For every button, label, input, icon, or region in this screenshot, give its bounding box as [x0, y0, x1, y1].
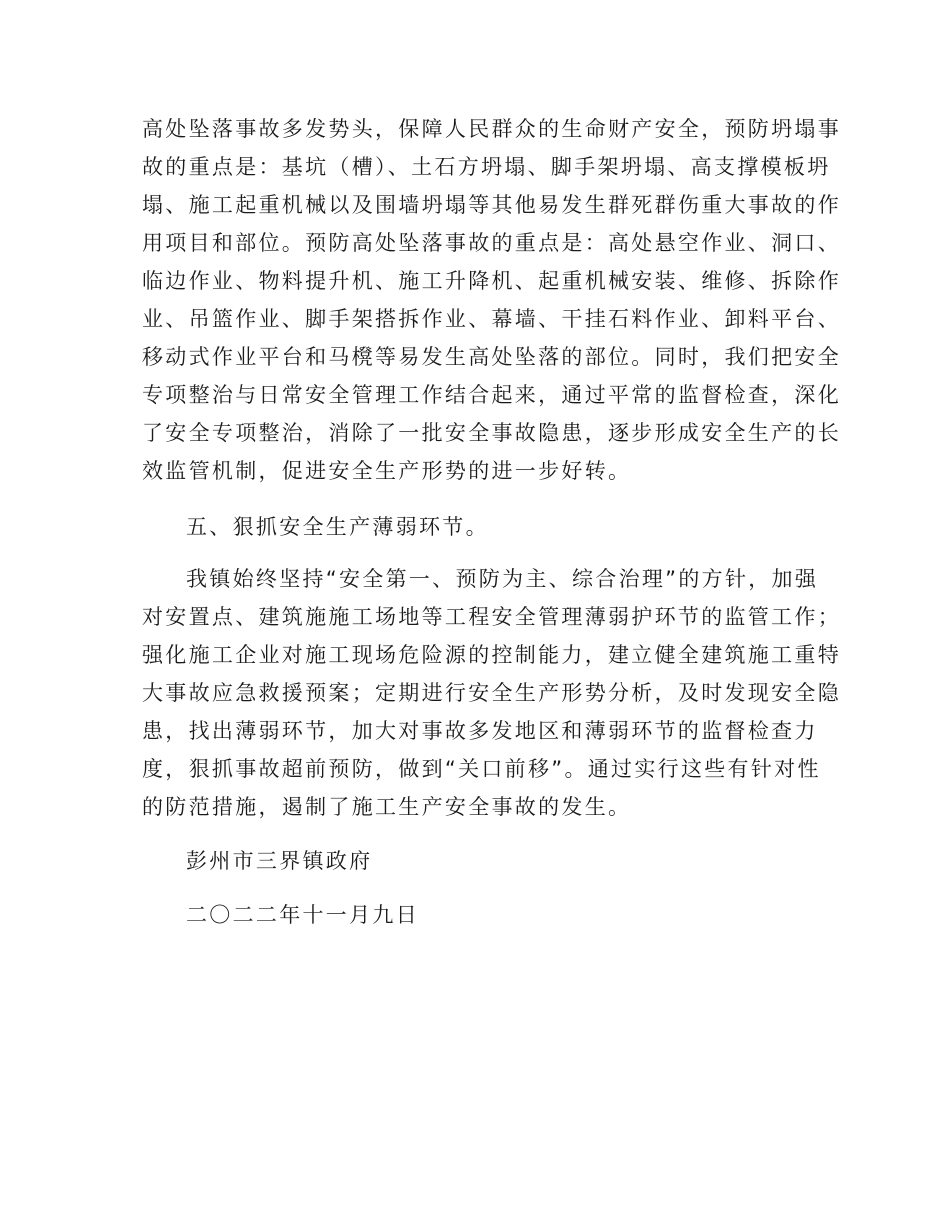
paragraph-line: 临边作业、物料提升机、施工升降机、起重机械安装、维修、拆除作 [142, 269, 841, 293]
paragraph-line: 业、吊篮作业、脚手架搭拆作业、幕墙、干挂石料作业、卸料平台、 [142, 307, 841, 331]
signature: 彭州市三界镇政府 [186, 849, 373, 873]
paragraph-line: 高处坠落事故多发势头，保障人民群众的生命财产安全，预防坍塌事 [142, 117, 841, 141]
paragraph-line: 患，找出薄弱环节，加大对事故多发地区和薄弱环节的监督检查力 [142, 719, 818, 743]
date: 二〇二二年十一月九日 [186, 903, 419, 927]
paragraph-line: 故的重点是：基坑（槽）、土石方坍塌、脚手架坍塌、高支撑模板坍 [142, 155, 831, 179]
paragraph-line: 效监管机制，促进安全生产形势的进一步好转。 [142, 459, 632, 483]
paragraph-line: 了安全专项整治，消除了一批安全事故隐患，逐步形成安全生产的长 [142, 421, 841, 445]
paragraph-line: 移动式作业平台和马櫈等易发生高处坠落的部位。同时，我们把安全 [142, 345, 841, 369]
paragraph-line: 用项目和部位。预防高处坠落事故的重点是：高处悬空作业、洞口、 [142, 231, 841, 255]
paragraph-line: 大事故应急救援预案；定期进行安全生产形势分析，及时发现安全隐 [142, 681, 841, 705]
paragraph-line: 对安置点、建筑施施工场地等工程安全管理薄弱护环节的监管工作； [142, 605, 841, 629]
paragraph-line: 我镇始终坚持“安全第一、预防为主、综合治理”的方针，加强 [186, 567, 819, 591]
paragraph-line: 强化施工企业对施工现场危险源的控制能力，建立健全建筑施工重特 [142, 643, 841, 667]
paragraph-line: 度，狠抓事故超前预防，做到“关口前移”。通过实行这些有针对性 [142, 757, 821, 781]
paragraph-line: 塌、施工起重机械以及围墙坍塌等其他易发生群死群伤重大事故的作 [142, 193, 841, 217]
paragraph-line: 专项整治与日常安全管理工作结合起来，通过平常的监督检查，深化 [142, 383, 841, 407]
paragraph-line: 的防范措施，遏制了施工生产安全事故的发生。 [142, 795, 632, 819]
section-heading: 五、狠抓安全生产薄弱环节。 [186, 515, 489, 539]
